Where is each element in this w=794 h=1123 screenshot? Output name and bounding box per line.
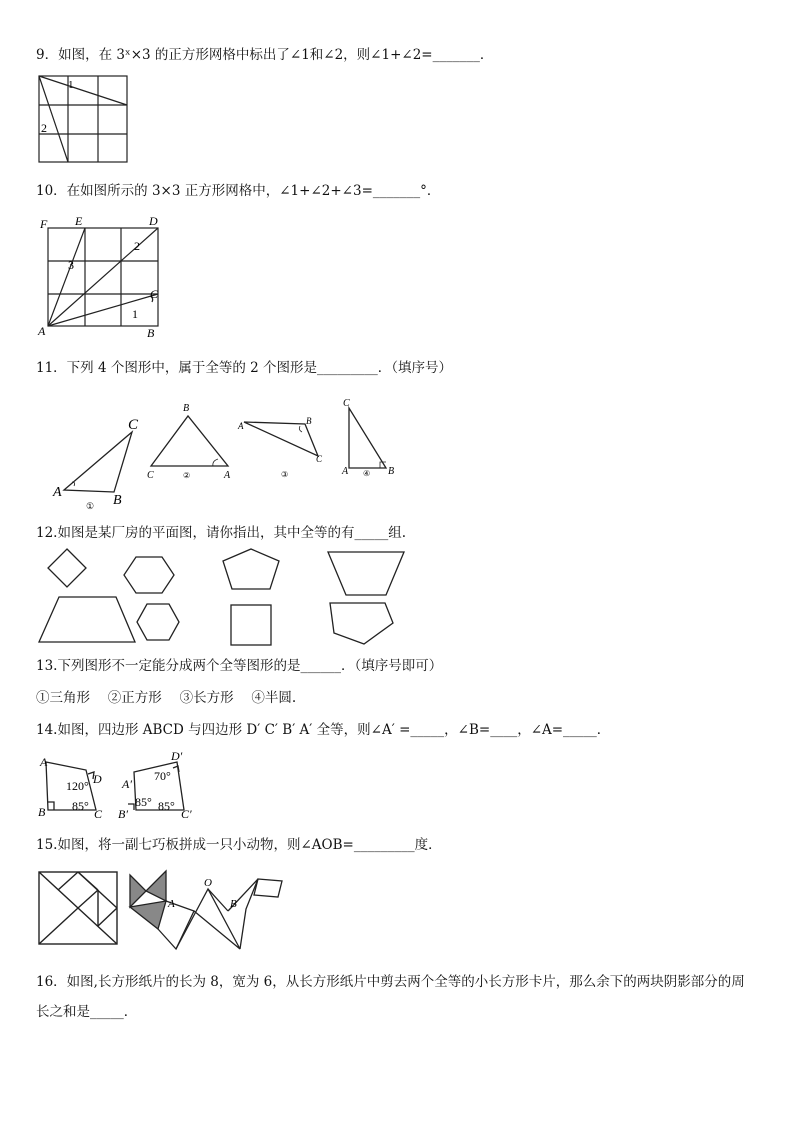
fig14-Dprime: D′ — [171, 749, 183, 763]
fig11-t2-B: B — [183, 403, 190, 414]
shape-pentagon-top — [223, 549, 279, 589]
fig11-t3-num: ③ — [281, 470, 289, 479]
fig9-label-1: 1 — [68, 79, 74, 91]
fig11-t1-C: C — [128, 417, 139, 433]
fig14-85-right: 85° — [158, 799, 175, 813]
fig14-85-left: 85° — [72, 799, 89, 813]
fig10-label-A: A — [38, 324, 46, 338]
question-10: 10．在如图所示的 3×3 正方形网格中，∠1+∠2+∠3=_______°． — [36, 183, 441, 199]
question-12: 12.如图是某厂房的平面图，请你指出，其中全等的有_____组. — [36, 525, 407, 541]
fig14-D: D — [93, 772, 102, 786]
shape-pentagon-bottom — [330, 603, 393, 644]
fig14-A: A — [40, 755, 48, 769]
question-15: 15.如图，将一副七巧板拼成一只小动物，则∠AOB=_________度． — [36, 837, 442, 853]
shape-hexagon-bottom — [137, 604, 179, 640]
fig14-Bprime: B′ — [118, 807, 128, 821]
fig10-label-E: E — [75, 214, 83, 228]
fig11-t4-num: ④ — [363, 469, 371, 478]
fig11-t1-B: B — [113, 493, 122, 508]
fig14-C: C — [94, 807, 103, 821]
fig10-label-C: C — [150, 287, 159, 301]
fig15-label-B: B — [230, 898, 237, 910]
question-14: 14.如图，四边形 ABCD 与四边形 D′ C′ B′ A′ 全等，则∠A′ =_____，∠B=____，∠A=_____． — [36, 722, 611, 738]
question-11: 11．下列 4 个图形中，属于全等的 2 个图形是_________．（填序号） — [36, 360, 453, 376]
figure-11-triangles — [50, 396, 410, 512]
shape-trapezoid-bottom — [39, 597, 135, 642]
fig10-label-2: 2 — [134, 239, 140, 253]
fig14-120: 120° — [66, 779, 89, 793]
fig14-Aprime: A′ — [122, 777, 132, 791]
fig14-B: B — [38, 805, 46, 819]
fig11-t4-C: C — [343, 398, 350, 409]
fig14-Cprime: C′ — [181, 807, 192, 821]
question-16-line1: 16．如图,长方形纸片的长为 8，宽为 6，从长方形纸片中剪去两个全等的小长方形卡片，那么余下的两块阴影部分的周 — [36, 974, 745, 990]
fig15-label-O: O — [204, 877, 212, 889]
question-13: 13.下列图形不一定能分成两个全等图形的是______．（填序号即可） — [36, 658, 443, 674]
fig11-t4-A: A — [342, 466, 349, 477]
fig11-t3-C: C — [316, 454, 323, 464]
figure-10-grid — [38, 214, 168, 340]
fig11-t3-A: A — [238, 421, 244, 431]
fig10-label-3: 3 — [68, 258, 74, 272]
fig11-t1-num: ① — [86, 501, 95, 511]
shape-rhombus — [48, 549, 86, 587]
fig14-70: 70° — [154, 769, 171, 783]
figure-14-quadrilaterals — [36, 749, 198, 822]
figure-15-tangram-animal — [128, 869, 288, 953]
figure-12-shapes — [36, 546, 406, 646]
fig11-t2-C: C — [147, 470, 154, 481]
figure-9-grid — [38, 75, 130, 165]
fig11-t3-B: B — [306, 416, 312, 426]
shape-square — [231, 605, 271, 645]
shape-trapezoid-top — [328, 552, 404, 595]
fig11-t2-A: A — [224, 470, 231, 481]
fig11-t4-B: B — [388, 466, 395, 477]
fig10-label-F: F — [40, 217, 48, 231]
question-16-line2: 长之和是_____． — [36, 1004, 138, 1020]
fig10-label-1: 1 — [132, 307, 138, 321]
fig14-85-mid: 85° — [135, 795, 152, 809]
shape-hexagon-top — [124, 557, 174, 593]
figure-15-tangram-square — [38, 871, 120, 947]
question-9: 9．如图，在 3ˣ×3 的正方形网格中标出了∠1和∠2，则∠1+∠2=_______． — [36, 47, 494, 63]
fig11-t2-num: ② — [183, 471, 191, 480]
fig10-label-D: D — [149, 214, 158, 228]
question-13-options: ①三角形 ②正方形 ③长方形 ④半圆. — [36, 690, 297, 706]
fig10-label-B: B — [147, 326, 155, 340]
fig11-t1-A: A — [53, 485, 62, 500]
fig9-label-2: 2 — [41, 121, 47, 135]
fig15-label-A: A — [168, 898, 175, 910]
